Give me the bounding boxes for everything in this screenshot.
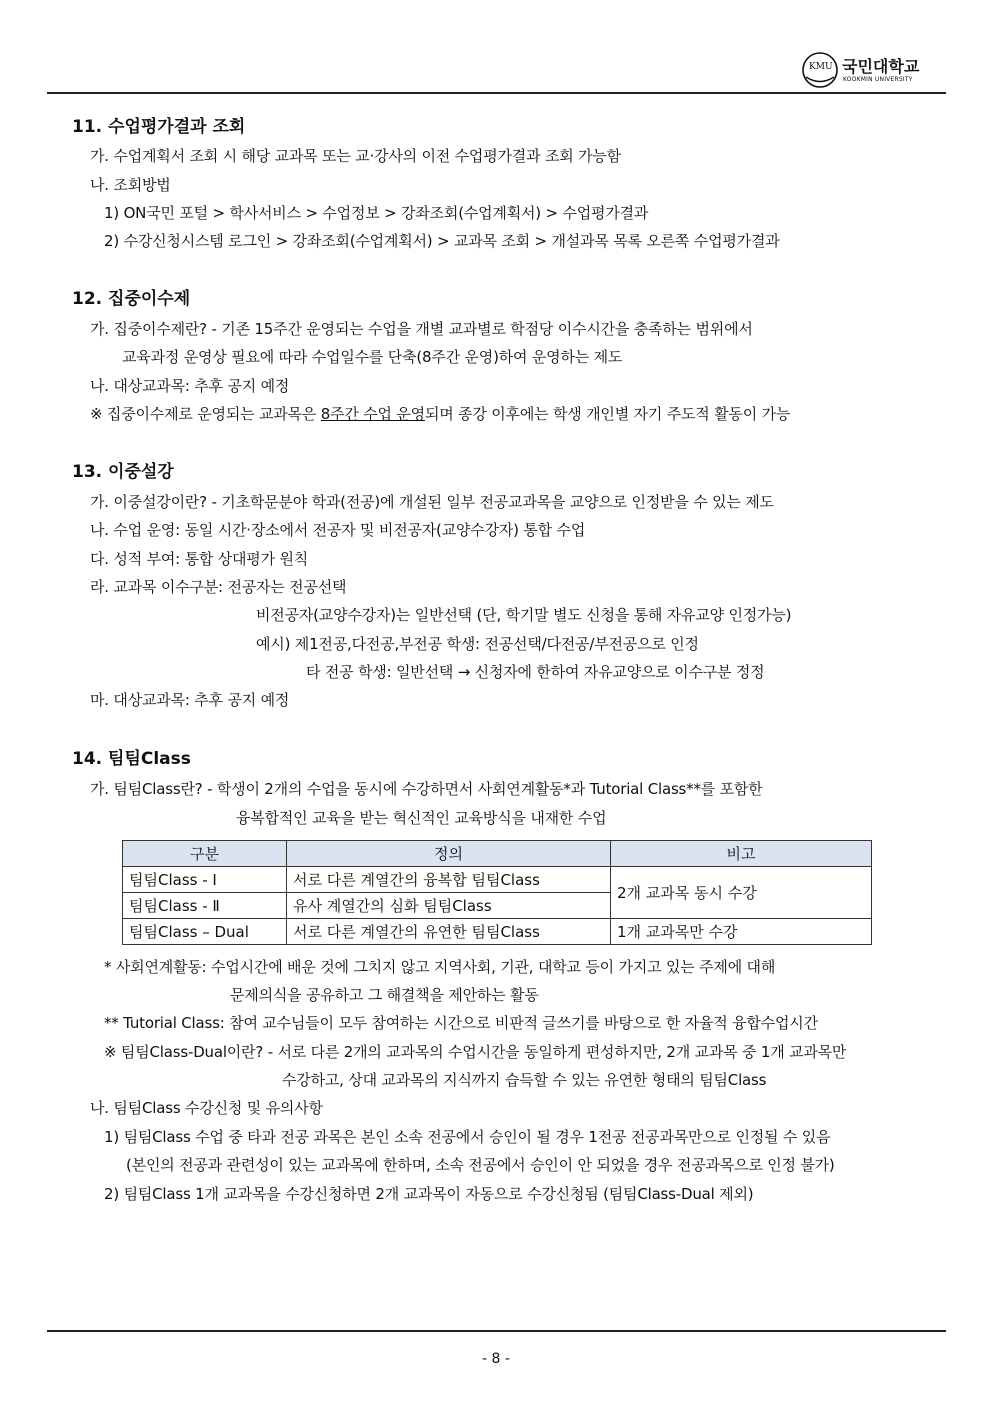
table-header-remark: 비고 — [611, 841, 872, 867]
s14-footnote-3b: 수강하고, 상대 교과목의 지식까지 습득할 수 있는 유연한 형태의 팀팀Class — [282, 1071, 767, 1089]
teamteam-class-table — [122, 840, 872, 945]
logo-mark-text: KMU — [809, 62, 833, 72]
table-header-category: 구분 — [123, 841, 287, 867]
s12-note-end: 되며 종강 이후에는 학생 개인별 자기 주도적 활동이 가능 — [424, 405, 791, 423]
table-cell: 팀팀Class - Ⅱ — [123, 893, 287, 919]
table-cell: 유사 계열간의 심화 팀팀Class — [287, 893, 611, 919]
section-14-title: 14. 팀팀Class — [72, 749, 191, 769]
logo-subtitle: KOOKMIN UNIVERSITY — [843, 76, 913, 83]
s11-step-1: 1) ON국민 포털 > 학사서비스 > 수업정보 > 강좌조회(수업계획서) > 수업평가결과 — [104, 204, 649, 222]
table-cell: 팀팀Class – Dual — [123, 919, 287, 945]
s14-footnote-1b: 문제의식을 공유하고 그 해결책을 제안하는 활동 — [230, 986, 539, 1004]
table-header-row — [123, 841, 872, 867]
section-12-title: 12. 집중이수제 — [72, 289, 191, 309]
s11-item-ga: 가. 수업계획서 조회 시 해당 교과목 또는 교·강사의 이전 수업평가결과 조회 가능함 — [90, 147, 621, 165]
s11-item-na: 나. 조회방법 — [90, 176, 171, 194]
s14-footnote-2: ** Tutorial Class: 참여 교수님들이 모두 참여하는 시간으로 비판적 글쓰기를 바탕으로 한 자율적 융합수업시간 — [104, 1014, 818, 1032]
section-13-title: 13. 이중설강 — [72, 462, 174, 482]
table-row — [123, 867, 872, 893]
table-cell: 서로 다른 계열간의 유연한 팀팀Class — [287, 919, 611, 945]
header-rule — [47, 92, 946, 94]
s13-item-ma: 마. 대상교과목: 추후 공지 예정 — [90, 691, 290, 709]
table-cell: 1개 교과목만 수강 — [611, 919, 872, 945]
s11-step-2: 2) 수강신청시스템 로그인 > 강좌조회(수업계획서) > 교과목 조회 > 개설과목 목록 오른쪽 수업평가결과 — [104, 232, 780, 250]
s12-note — [90, 404, 790, 424]
s14-footnote-3a: ※ 팀팀Class-Dual이란? - 서로 다른 2개의 교과목의 수업시간을 동일하게 편성하지만, 2개 교과목 중 1개 교과목만 — [104, 1043, 847, 1061]
s12-note-underlined: 8주간 수업 운영 — [320, 405, 425, 423]
s13-item-ra-2: 비전공자(교양수강자)는 일반선택 (단, 학기말 별도 신청을 통해 자유교양 인정가능) — [256, 606, 792, 624]
footer-rule — [47, 1330, 946, 1332]
s12-note-start: ※ 집중이수제로 운영되는 교과목은 — [90, 405, 321, 423]
table-cell-merged: 2개 교과목 동시 수강 — [611, 867, 872, 919]
s14-footnote-1a: * 사회연계활동: 수업시간에 배운 것에 그치지 않고 지역사회, 기관, 대학교 등이 가지고 있는 주제에 대해 — [104, 958, 776, 976]
s12-item-na: 나. 대상교과목: 추후 공지 예정 — [90, 377, 290, 395]
page-number: - 8 - — [482, 1351, 510, 1367]
table-row — [123, 919, 872, 945]
s14-item-ga-1: 가. 팀팀Class란? - 학생이 2개의 수업을 동시에 수강하면서 사회연계활동*과 Tutorial Class**를 포함한 — [90, 780, 763, 798]
university-logo — [800, 50, 942, 90]
s13-item-ra-1: 라. 교과목 이수구분: 전공자는 전공선택 — [90, 578, 347, 596]
s14-item-ga-2: 융복합적인 교육을 받는 혁신적인 교육방식을 내재한 수업 — [236, 809, 607, 827]
s13-item-ra-3: 예시) 제1전공,다전공,부전공 학생: 전공선택/다전공/부전공으로 인정 — [256, 635, 699, 653]
table-cell: 서로 다른 계열간의 융복합 팀팀Class — [287, 867, 611, 893]
s14-step-1b: (본인의 전공과 관련성이 있는 교과목에 한하며, 소속 전공에서 승인이 안 되었을 경우 전공과목으로 인정 불가) — [126, 1156, 835, 1174]
s14-step-2: 2) 팀팀Class 1개 교과목을 수강신청하면 2개 교과목이 자동으로 수강신청됨 (팀팀Class-Dual 제외) — [104, 1185, 754, 1203]
logo-name: 국민대학교 — [842, 57, 920, 76]
table-header-definition: 정의 — [287, 841, 611, 867]
s12-item-ga-1: 가. 집중이수제란? - 기존 15주간 운영되는 수업을 개별 교과별로 학점당 이수시간을 충족하는 범위에서 — [90, 320, 753, 338]
s14-step-1a: 1) 팀팀Class 수업 중 타과 전공 과목은 본인 소속 전공에서 승인이 될 경우 1전공 전공과목만으로 인정될 수 있음 — [104, 1128, 831, 1146]
s13-item-na: 나. 수업 운영: 동일 시간·장소에서 전공자 및 비전공자(교양수강자) 통합 수업 — [90, 521, 586, 539]
s13-item-ga: 가. 이중설강이란? - 기초학문분야 학과(전공)에 개설된 일부 전공교과목을 교양으로 인정받을 수 있는 제도 — [90, 493, 774, 511]
s12-item-ga-2: 교육과정 운영상 필요에 따라 수업일수를 단축(8주간 운영)하여 운영하는 제도 — [122, 348, 623, 366]
s13-item-da: 다. 성적 부여: 통합 상대평가 원칙 — [90, 550, 309, 568]
s13-item-ra-4: 타 전공 학생: 일반선택 → 신청자에 한하여 자유교양으로 이수구분 정정 — [306, 663, 765, 681]
table-cell: 팀팀Class - Ⅰ — [123, 867, 287, 893]
section-11-title: 11. 수업평가결과 조회 — [72, 117, 246, 137]
s14-item-na: 나. 팀팀Class 수강신청 및 유의사항 — [90, 1099, 323, 1117]
